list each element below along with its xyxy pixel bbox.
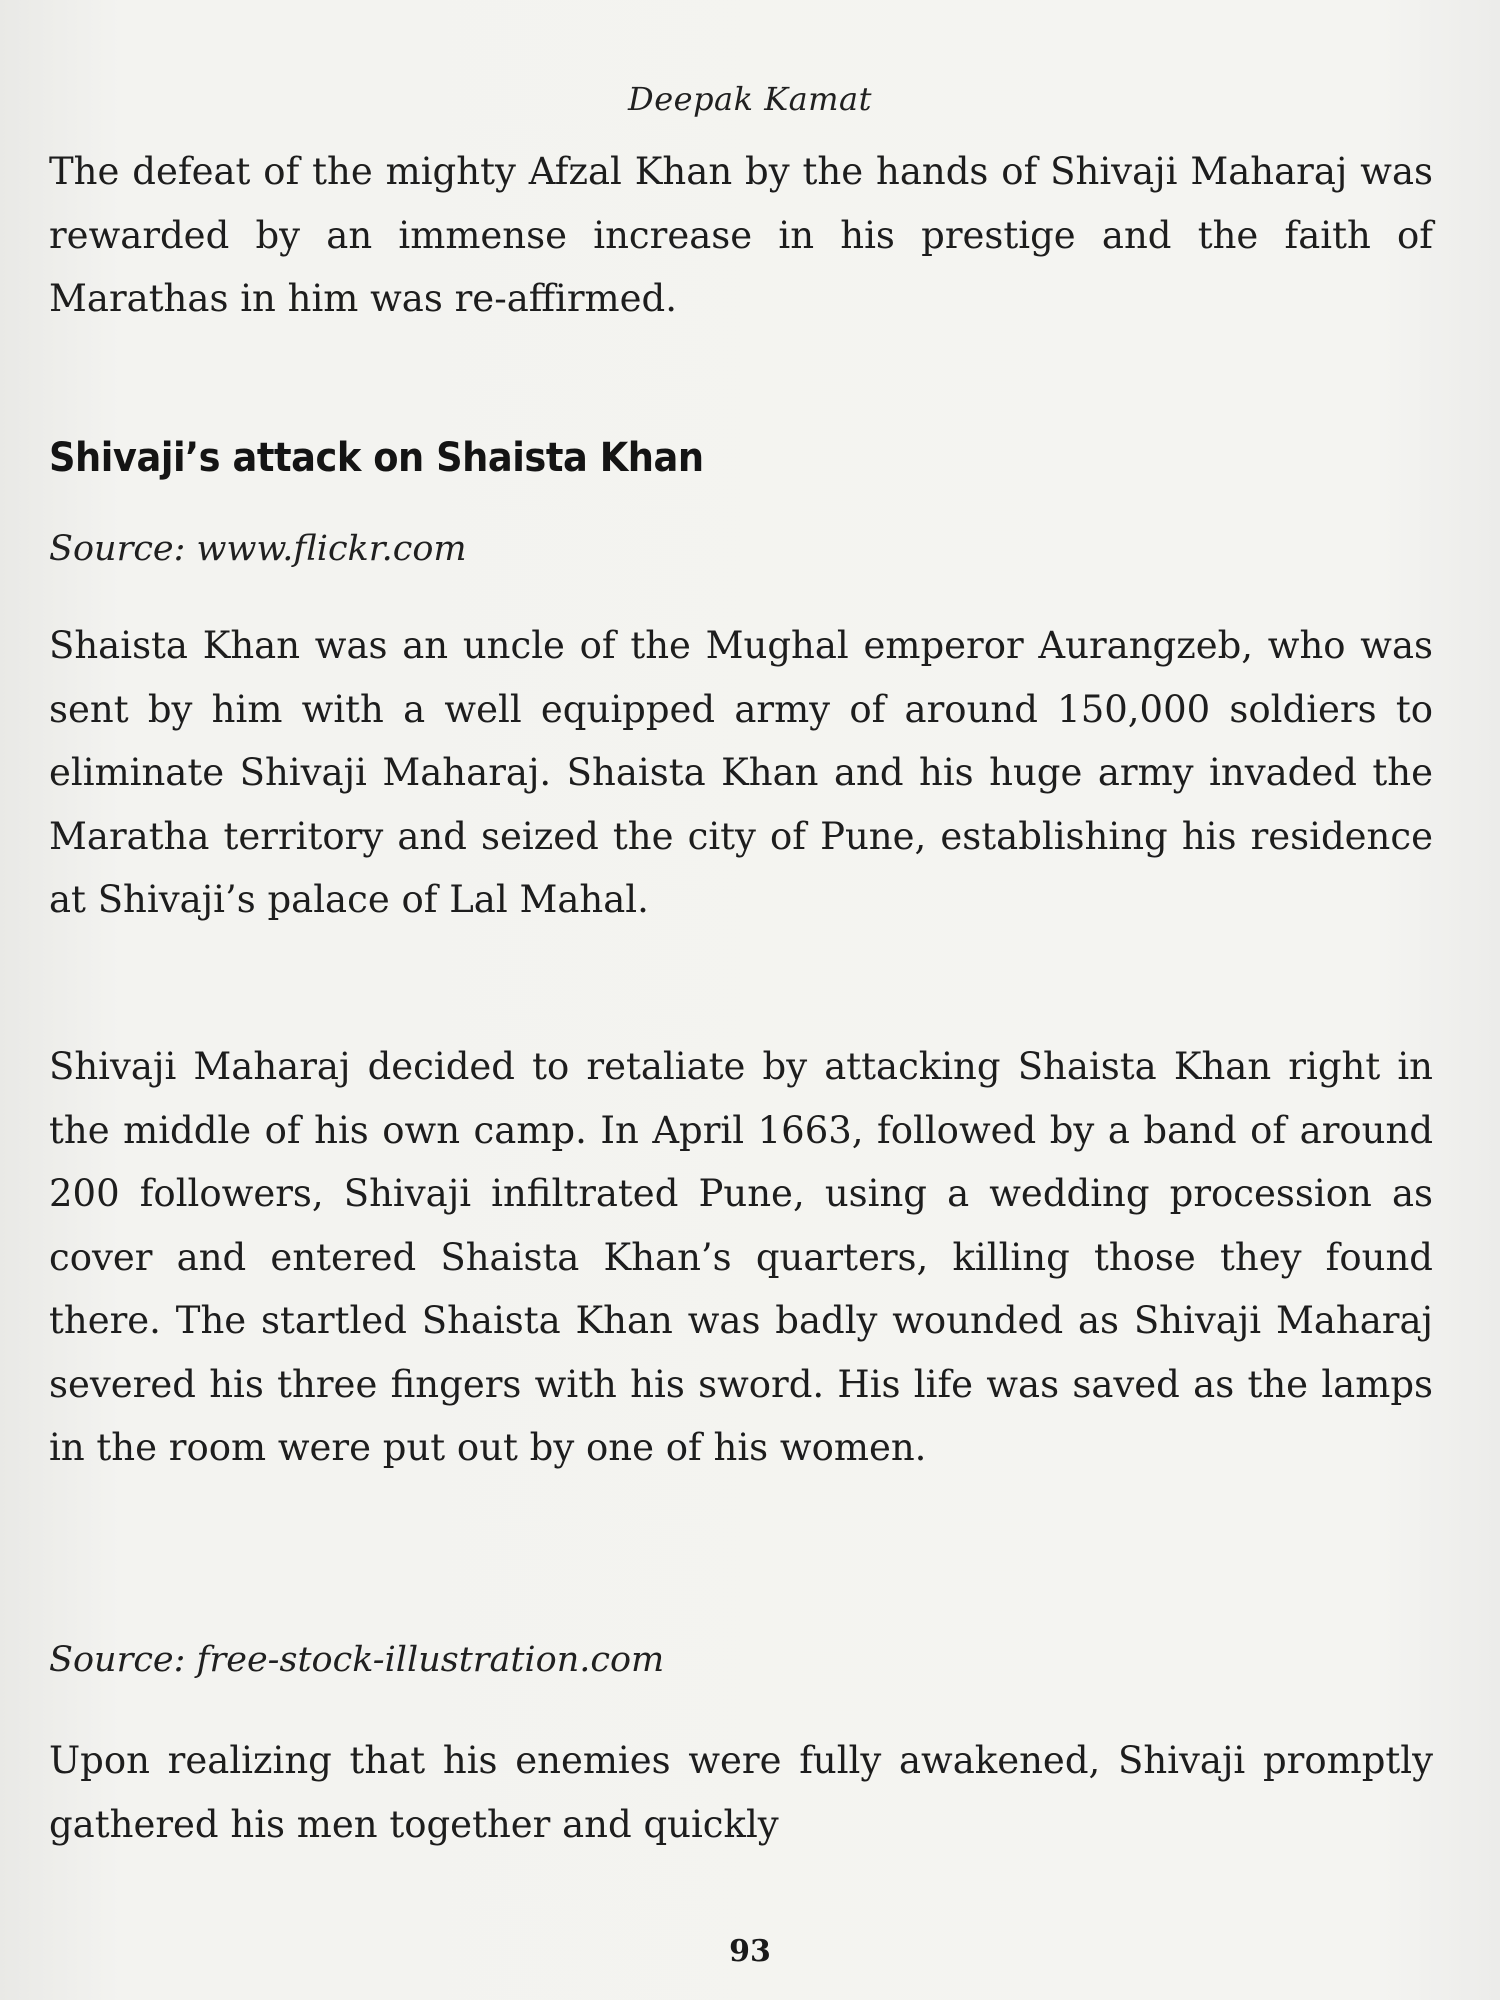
paragraph-afzal-khan-defeat: The defeat of the mighty Afzal Khan by the hands of Shivaji Maharaj was rewarded by an immense increase in his prestige and the faith of Marathas in him was re-affirmed. bbox=[49, 150, 1433, 320]
image-source-caption: Source: www.flickr.com bbox=[49, 529, 467, 569]
paragraph-escape: Upon realizing that his enemies were fully awakened, Shivaji promptly gathered his men together and quickly bbox=[49, 1739, 1433, 1846]
running-header-author: Deepak Kamat bbox=[628, 80, 872, 118]
section-heading: Shivaji’s attack on Shaista Khan bbox=[49, 435, 704, 481]
page-number: 93 bbox=[729, 1934, 771, 1969]
paragraph-shaista-khan-intro: Shaista Khan was an uncle of the Mughal emperor Aurangzeb, who was sent by him with a well equipped army of around 150,000 soldiers to eliminate Shivaji Maharaj. Shaista Khan and his huge army invaded the Maratha territory and seized the city of Pune, establishing his residence at Shivaji’s palace of Lal Mahal. bbox=[49, 624, 1433, 921]
paragraph-retaliation: Shivaji Maharaj decided to retaliate by attacking Shaista Khan right in the middle of his own camp. In April 1663, followed by a band of around 200 followers, Shivaji infiltrated Pune, using a wedding procession as cover and entered Shaista Khan’s quarters, killing those they found there. The startled Shaista Khan was badly wounded as Shivaji Maharaj severed his three fingers with his sword. His life was saved as the lamps in the room were put out by one of his women. bbox=[49, 1045, 1433, 1469]
image-source-caption-2: Source: free-stock-illustration.com bbox=[49, 1640, 665, 1680]
